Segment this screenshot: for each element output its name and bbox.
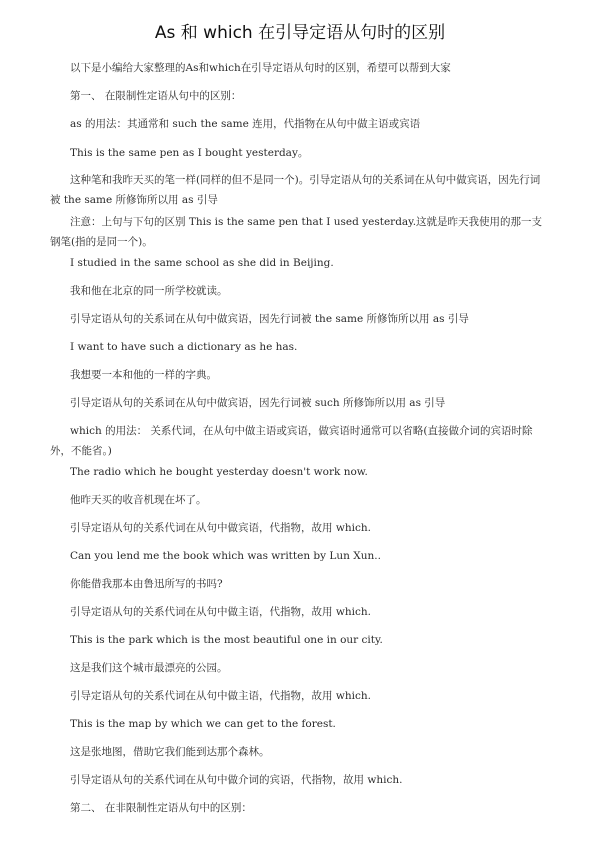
paragraph: 引导定语从句的关系词在从句中做宾语，因先行词被 the same 所修饰所以用 as 引导 — [70, 313, 469, 325]
paragraph: 这是张地图，借助它我们能到达那个森林。 — [70, 746, 270, 758]
paragraph: This is the park which is the most beautiful one in our city. — [70, 634, 383, 646]
paragraph-intro: 以下是小编给大家整理的As和which在引导定语从句时的区别，希望可以帮到大家 — [70, 62, 451, 74]
paragraph: 这种笔和我昨天买的笔一样(同样的但不是同一个)。引导定语从句的关系词在从句中做宾语，因先行词被 the same 所修饰所以用 as 引导 — [50, 174, 541, 206]
paragraph: as 的用法：其通常和 such the same 连用，代指物在从句中做主语或宾语 — [70, 118, 421, 130]
paragraph: which 的用法： 关系代词，在从句中做主语或宾语，做宾语时通常可以省略(直接做介词的宾语时除外，不能省。) — [50, 425, 533, 457]
paragraph: 引导定语从句的关系代词在从句中做介词的宾语，代指物，故用 which. — [70, 774, 403, 786]
paragraph: I studied in the same school as she did in Beijing. — [70, 257, 334, 269]
paragraph-section-2: 第二、 在非限制性定语从句中的区别： — [70, 802, 252, 814]
paragraph: 这是我们这个城市最漂亮的公园。 — [70, 662, 228, 674]
paragraph: This is the same pen as I bought yesterday。 — [70, 147, 309, 159]
paragraph: 他昨天买的收音机现在坏了。 — [70, 494, 207, 506]
paragraph: 注意：上句与下句的区别 This is the same pen that I used yesterday.这就是昨天我使用的那一支钢笔(指的是同一个)。 — [50, 216, 543, 248]
paragraph: 我想要一本和他的一样的字典。 — [70, 369, 217, 381]
paragraph: 引导定语从句的关系代词在从句中做主语，代指物，故用 which. — [70, 690, 371, 702]
paragraph: 引导定语从句的关系词在从句中做宾语，因先行词被 such 所修饰所以用 as 引导 — [70, 397, 446, 409]
paragraph: 你能借我那本由鲁迅所写的书吗? — [70, 578, 223, 590]
paragraph: I want to have such a dictionary as he has. — [70, 341, 298, 353]
paragraph: The radio which he bought yesterday doesn't work now. — [70, 466, 368, 478]
paragraph: 我和他在北京的同一所学校就读。 — [70, 285, 228, 297]
paragraph: This is the map by which we can get to the forest. — [70, 718, 336, 730]
paragraph: Can you lend me the book which was written by Lun Xun.. — [70, 550, 381, 562]
paragraph: 引导定语从句的关系代词在从句中做宾语，代指物，故用 which. — [70, 522, 371, 534]
paragraph: 引导定语从句的关系代词在从句中做主语，代指物，故用 which. — [70, 606, 371, 618]
paragraph-section-1: 第一、 在限制性定语从句中的区别： — [70, 90, 242, 102]
page-title: As 和 which 在引导定语从句时的区别 — [154, 23, 446, 43]
